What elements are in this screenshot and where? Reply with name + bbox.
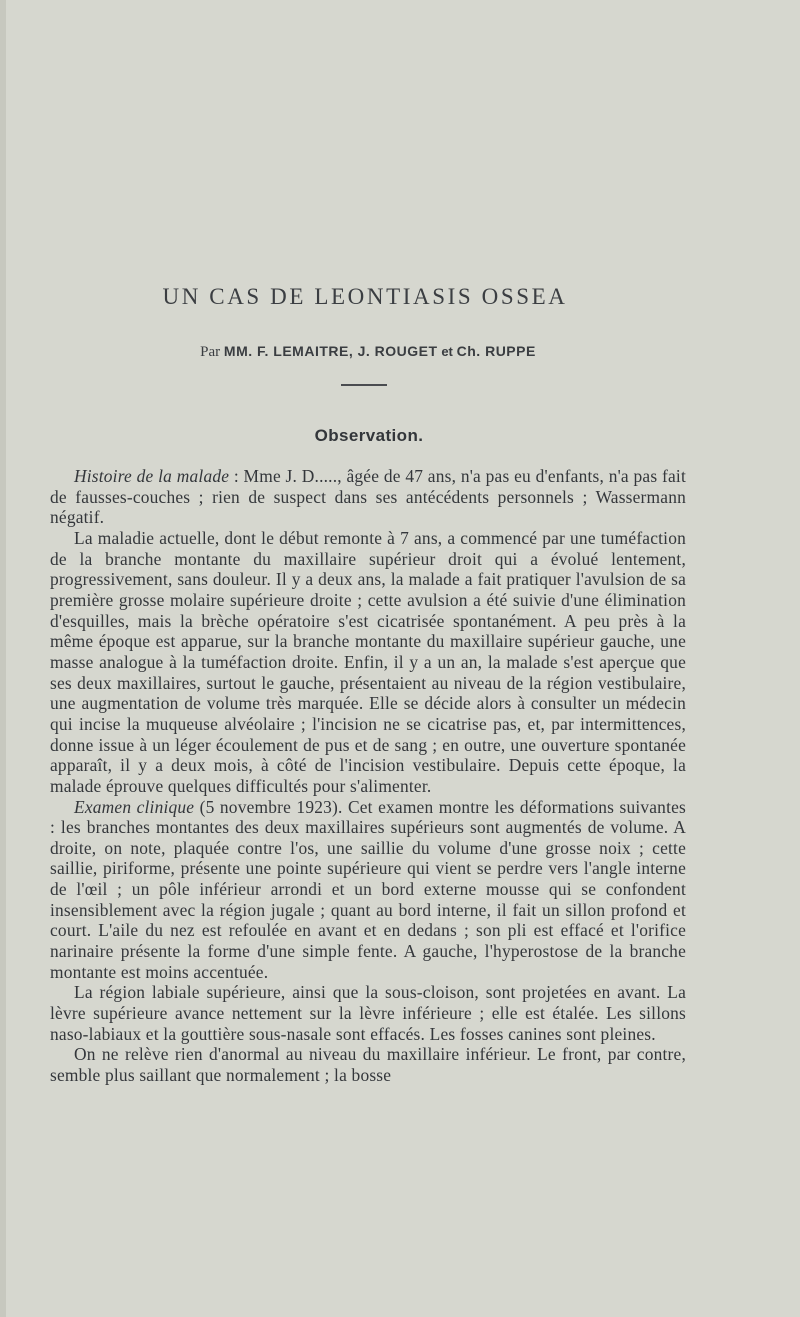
byline-conjunction: et [441, 344, 453, 359]
paragraph-lead: Histoire de la malade [74, 466, 230, 486]
byline-last-author: Ch. RUPPE [456, 343, 536, 359]
paragraph-text: La région labiale supérieure, ainsi que la sous-cloison, sont projetées en avant. La lèvre supérieure avance nettement sur la lèvre inférieure ; elle est étalée. Les sillons naso-labiaux et la gouttière sous-nasale sont effacés. Les fosses canines sont pleines. [50, 982, 686, 1044]
byline [0, 343, 736, 361]
paragraph [50, 466, 686, 528]
paragraph [50, 797, 686, 983]
page-edge [0, 0, 6, 1317]
paragraph [50, 1044, 686, 1085]
paragraph-text: (5 novembre 1923). Cet examen montre les déformations suivantes : les branches montantes des deux maxillaires supérieurs sont augmentés de volume. A droite, on note, plaquée contre l'os, une saillie du volume d'une grosse noix ; cette saillie, piriforme, présente une pointe supérieure qui vient se perdre vers l'angle interne de l'œil ; un pôle inférieur arrondi et un bord externe mousse qui se confondent insensiblement avec la région jugale ; quant au bord interne, il fait un sillon profond et court. L'aile du nez est refoulée en avant et en dedans ; son pli est effacé et l'orifice narinaire présente la forme d'une simple fente. A gauche, l'hyperostose de la branche montante est moins accentuée. [50, 796, 686, 982]
paragraph-text: La maladie actuelle, dont le début remonte à 7 ans, a commencé par une tuméfaction de la branche montante du maxillaire supérieur droit qui a évolué lentement, progressivement, sans douleur. Il y a deux ans, la malade a fait pratiquer l'avulsion de sa première grosse molaire supérieure droite ; cette avulsion a été suivie d'une élimination d'esquilles, mais la brèche opératoire s'est cicatrisée spontanément. A peu près à la même époque est apparue, sur la branche montante du maxillaire supérieur gauche, une masse analogue à la tuméfaction droite. Enfin, il y a un an, la malade s'est aperçue que ses deux maxillaires, surtout le gauche, présentaient au niveau de la région vestibulaire, une augmentation de volume très marquée. Elle se décide alors à consulter un médecin qui incise la muqueuse alvéolaire ; l'incision ne se cicatrise pas, et, par intermittences, donne issue à un léger écoulement de pus et de sang ; en outre, une ouverture spontanée apparaît, il y a deux mois, à côté de l'incision vestibulaire. Depuis cette époque, la malade éprouve quelques difficultés pour s'alimenter. [50, 527, 686, 796]
paragraph [50, 528, 686, 797]
paragraph-lead: Examen clinique [74, 796, 195, 817]
paragraph [50, 982, 686, 1044]
section-heading: Observation. [314, 426, 424, 445]
article-title: UN CAS DE LEONTIASIS OSSEA [162, 284, 568, 309]
byline-prefix: Par [200, 344, 221, 360]
article-body [50, 466, 686, 1086]
title-divider [341, 384, 387, 386]
paragraph-text: On ne relève rien d'anormal au niveau du maxillaire inférieur. Le front, par contre, semble plus saillant que normalement ; la bosse [50, 1044, 686, 1086]
byline-authors: MM. F. LEMAITRE, J. ROUGET [223, 343, 438, 359]
paragraph-text: : Mme J. D....., âgée de 47 ans, n'a pas eu d'enfants, n'a pas fait de fausses-couches ; rien de suspect dans ses antécédents personnels ; Wassermann négatif. [50, 466, 686, 528]
